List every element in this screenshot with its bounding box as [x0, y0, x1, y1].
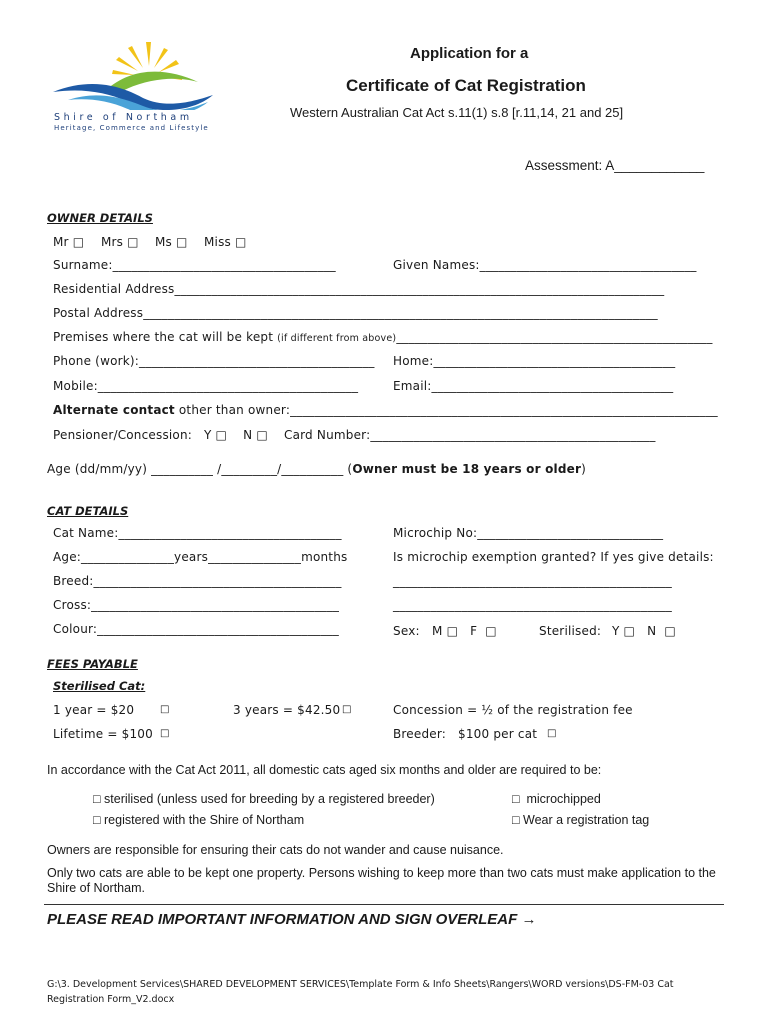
fee-3-years-checkbox[interactable]: □ — [342, 704, 352, 715]
nuisance-notice: Owners are responsible for ensuring their cats do not wander and cause nuisance. — [47, 843, 504, 857]
fee-breeder-label: Breeder: — [393, 727, 447, 741]
header-line1: Application for a — [410, 45, 529, 62]
req-tag[interactable]: □ Wear a registration tag — [512, 813, 650, 827]
fee-breeder-amount: $100 per cat — [458, 727, 538, 741]
file-path-footer: G:\3. Development Services\SHARED DEVELOPMENT SERVICES\Template Form & Info Sheets\Rangers\WORD versions\DS-FM-03 Cat Registration Form_V2.docx — [47, 979, 674, 1005]
microchip-field[interactable]: Microchip No:______________________________ — [393, 526, 664, 540]
two-cats-notice: Only two cats are able to be kept one property. Persons wishing to keep more than two cats must make application to the Shire of Northam. — [47, 866, 716, 895]
age-dob-line: Age (dd/mm/yy) __________ /_________/__________ ( — [47, 462, 353, 476]
sterilised-label: Sterilised: — [539, 624, 602, 638]
exemption-details-line-2[interactable]: _____________________________________________ — [393, 598, 672, 612]
title-mrs[interactable]: Mrs □ — [101, 235, 139, 249]
fee-1-year-checkbox[interactable]: □ — [160, 704, 170, 715]
colour-field[interactable]: Colour:_______________________________________ — [53, 622, 339, 636]
sterilised-checkboxes[interactable]: Y □ N □ — [612, 624, 676, 638]
mobile-field[interactable]: Mobile:__________________________________________ — [53, 379, 359, 393]
fee-lifetime: Lifetime = $100 — [53, 727, 153, 741]
age-requirement: Owner must be 18 years or older — [352, 462, 582, 476]
home-phone-field[interactable]: Home:_______________________________________ — [393, 354, 676, 368]
fee-lifetime-checkbox[interactable]: □ — [160, 728, 170, 739]
alternate-contact-line: other than owner:_____________________________________________________________________ — [174, 403, 718, 417]
cross-field[interactable]: Cross:________________________________________ — [53, 598, 340, 612]
title-ms[interactable]: Ms □ — [155, 235, 188, 249]
cat-name-field[interactable]: Cat Name:____________________________________ — [53, 526, 342, 540]
age-close: ) — [581, 462, 586, 476]
premises-note: (if different from above) — [277, 333, 397, 344]
logo-name: Shire of Northam — [54, 112, 193, 123]
cat-age-field[interactable]: Age:_______________years_______________months — [53, 550, 348, 564]
header-subtitle: Western Australian Cat Act s.11(1) s.8 [r.11,14, 21 and 25] — [290, 105, 624, 120]
sex-label: Sex: — [393, 624, 420, 638]
age-dob-field[interactable] — [47, 462, 586, 476]
pensioner-yn-checkboxes[interactable]: Y □ N □ — [204, 428, 268, 442]
exemption-details-line-1[interactable]: _____________________________________________ — [393, 574, 672, 588]
divider — [44, 904, 724, 905]
sterilised-cat-subheading: Sterilised Cat: — [53, 679, 146, 693]
residential-address-field[interactable]: Residential Address_______________________________________________________________________________ — [53, 282, 665, 296]
phone-work-field[interactable]: Phone (work):______________________________________ — [53, 354, 375, 368]
fees-payable-heading: FEES PAYABLE — [47, 657, 138, 671]
alternate-contact-field[interactable] — [53, 403, 718, 417]
surname-field[interactable]: Surname:____________________________________ — [53, 258, 336, 272]
shire-logo — [48, 40, 218, 135]
card-number-field[interactable]: Card Number:______________________________________________ — [284, 428, 656, 442]
title-mr[interactable]: Mr □ — [53, 235, 85, 249]
page-title: Certificate of Cat Registration — [346, 76, 586, 95]
owner-details-heading: OWNER DETAILS — [47, 211, 153, 225]
req-sterilised[interactable]: □ sterilised (unless used for breeding by a registered breeder) — [93, 792, 435, 806]
req-microchipped[interactable]: □ microchipped — [512, 792, 601, 806]
fee-breeder-checkbox[interactable]: □ — [547, 728, 557, 739]
exemption-question: Is microchip exemption granted? If yes give details: — [393, 550, 714, 564]
premises-line: ___________________________________________________ — [396, 330, 713, 344]
breed-field[interactable]: Breed:________________________________________ — [53, 574, 342, 588]
assessment-field[interactable]: Assessment: A____________ — [525, 158, 705, 173]
fee-3-years: 3 years = $42.50 — [233, 703, 341, 717]
read-overleaf-notice: PLEASE READ IMPORTANT INFORMATION AND SIGN OVERLEAF → — [47, 911, 537, 928]
postal-address-field[interactable]: Postal Address___________________________________________________________________________________ — [53, 306, 658, 320]
requirements-intro: In accordance with the Cat Act 2011, all domestic cats aged six months and older are required to be: — [47, 763, 602, 777]
premises-label: Premises where the cat will be kept — [53, 330, 274, 344]
title-miss[interactable]: Miss □ — [204, 235, 247, 249]
premises-field[interactable] — [53, 330, 713, 344]
sun-waves-logo-icon — [48, 40, 218, 110]
pensioner-label: Pensioner/Concession: — [53, 428, 193, 442]
fee-concession: Concession = ½ of the registration fee — [393, 703, 633, 717]
fee-1-year: 1 year = $20 — [53, 703, 135, 717]
email-field[interactable]: Email:_______________________________________ — [393, 379, 674, 393]
alternate-contact-label: Alternate contact — [53, 403, 175, 417]
sex-checkboxes[interactable]: M □ F □ — [432, 624, 497, 638]
req-registered[interactable]: □ registered with the Shire of Northam — [93, 813, 305, 827]
cat-details-heading: CAT DETAILS — [47, 504, 129, 518]
given-names-field[interactable]: Given Names:___________________________________ — [393, 258, 697, 272]
logo-tagline: Heritage, Commerce and Lifestyle — [54, 124, 209, 132]
